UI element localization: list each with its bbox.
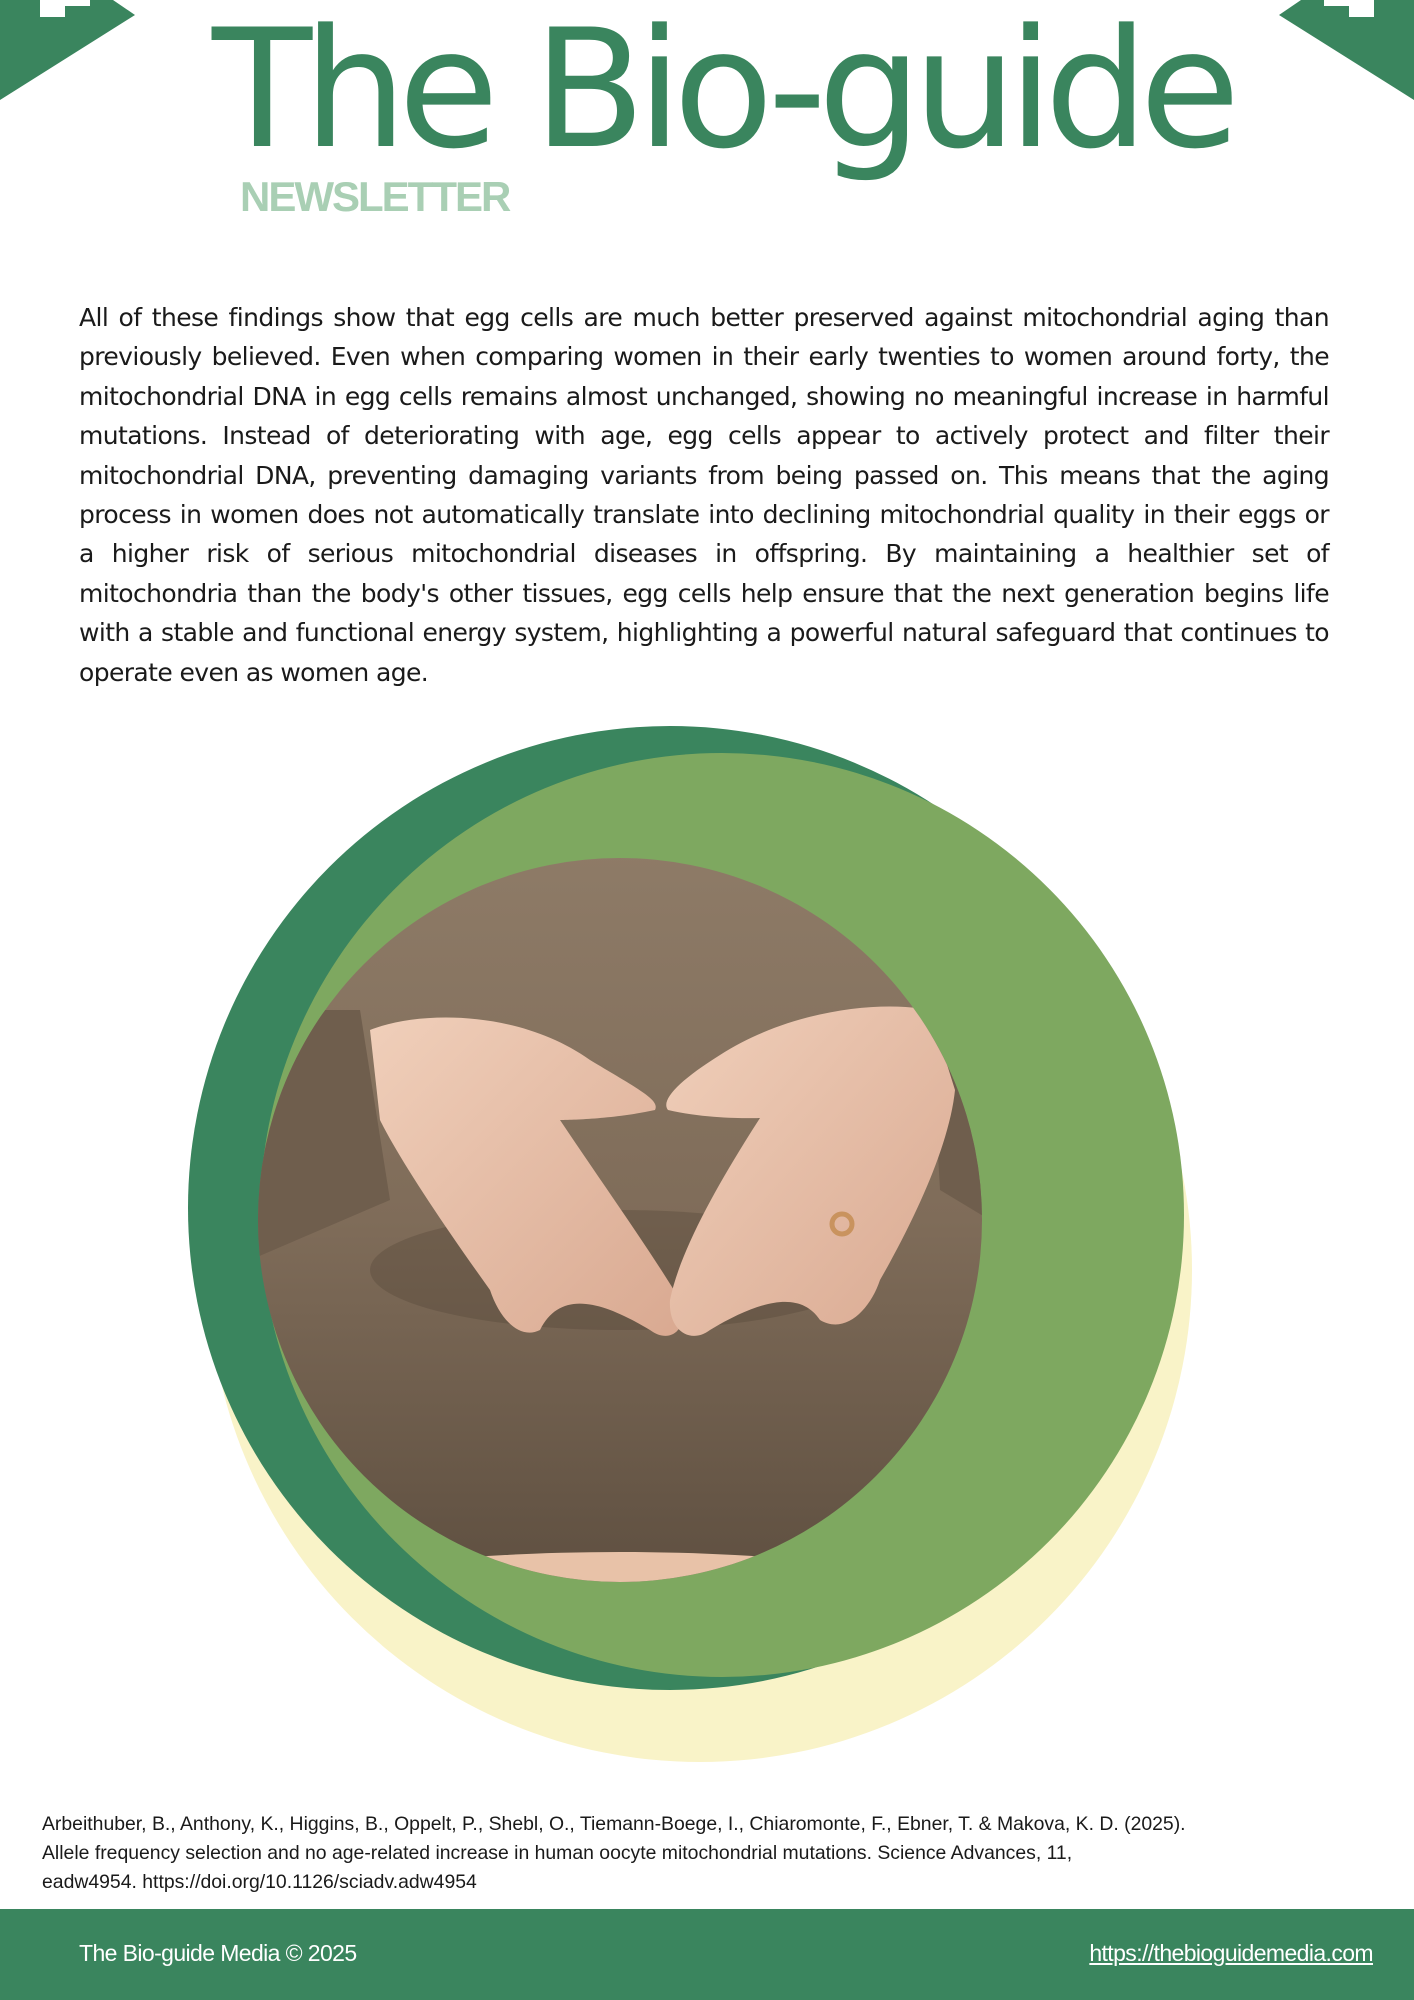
footer-website-link[interactable]: https://thebioguidemedia.com xyxy=(1089,1940,1373,1966)
masthead-subtitle: NEWSLETTER xyxy=(240,173,510,220)
citation-line: Allele frequency selection and no age-related increase in human oocyte mitochondrial mutations. Science Advances, 11, xyxy=(42,1842,1073,1864)
footer-bar xyxy=(0,1909,1414,2000)
masthead-title: The Bio-guide xyxy=(212,0,1232,185)
reference-citation xyxy=(42,1810,1362,1897)
footer-copyright: The Bio-guide Media © 2025 xyxy=(79,1940,357,1966)
citation-line: eadw4954. https://doi.org/10.1126/sciadv.adw4954 xyxy=(42,1871,477,1893)
article-body: All of these findings show that egg cells are much better preserved against mitochondrial aging than previously believed. Even when comparing women in their early twenties to women around forty, the mitochondrial DNA in egg cells remains almost unchanged, showing no meaningful increase in harmful mutations. Instead of deteriorating with age, egg cells appear to actively protect and filter their mitochondrial DNA, preventing damaging variants from being passed on. This means that the aging process in women does not automatically translate into declining mitochondrial quality in their eggs or a higher risk of serious mitochondrial diseases in offspring. By maintaining a healthier set of mitochondria than the body's other tissues, egg cells help ensure that the next generation begins life with a stable and functional energy system, highlighting a powerful natural safeguard that continues to operate even as women age. xyxy=(79,303,1329,687)
citation-line: Arbeithuber, B., Anthony, K., Higgins, B., Oppelt, P., Shebl, O., Tiemann-Boege, I., Chiaromonte, F., Ebner, T. & Makova, K. D. (2025). xyxy=(42,1813,1186,1835)
